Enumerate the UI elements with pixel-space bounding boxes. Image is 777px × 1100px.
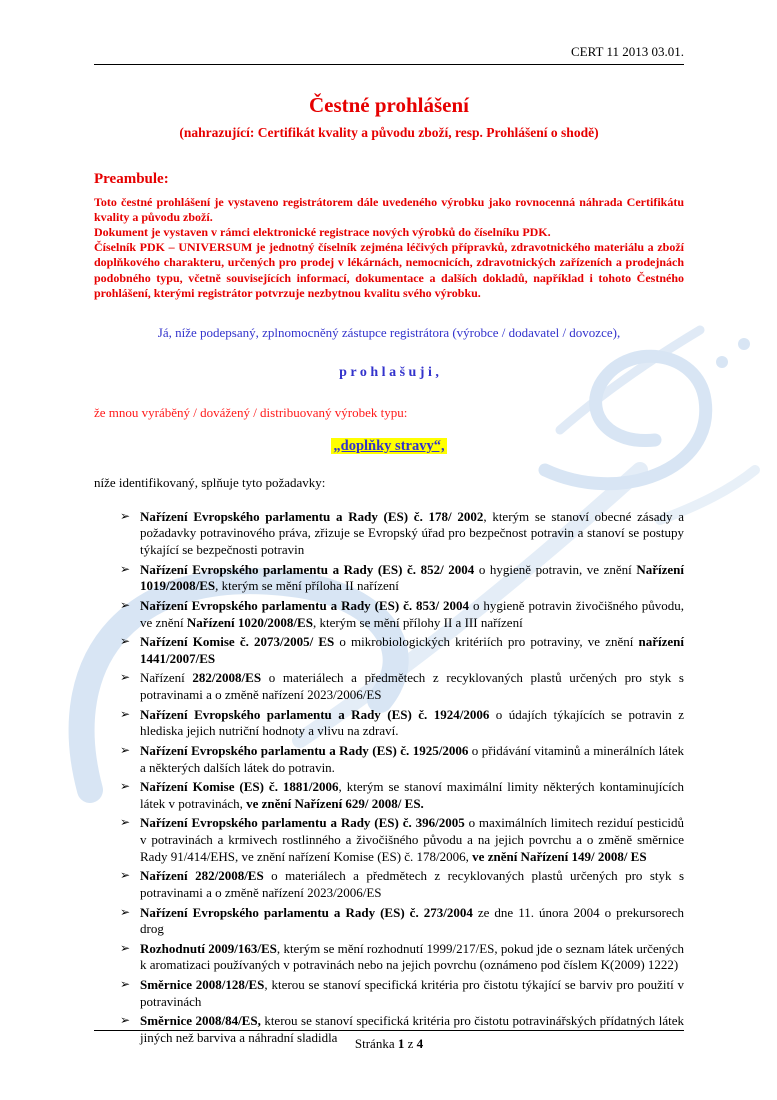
document-content	[94, 44, 684, 1047]
requirement-text: Nařízení Komise (ES) č. 1881/2006, kterým se stanoví maximální limity některých kontaminujících látek v potravinách, ve znění Nařízení 629/ 2008/ ES.	[140, 779, 684, 811]
arrow-bullet-icon: ➢	[120, 815, 131, 830]
requirement-item	[120, 815, 684, 865]
requirement-text: Rozhodnutí 2009/163/ES, kterým se mění rozhodnutí 1999/217/ES, pokud jde o seznam látek určených k aromatizaci používaných v potravinách nebo na jejich povrchu (oznámeno pod číslem K(2009) 1222)	[140, 940, 684, 973]
doc-code: CERT 11 2013 03.01.	[571, 44, 684, 59]
requirement-item	[120, 743, 684, 776]
header-rule	[94, 64, 684, 65]
arrow-bullet-icon: ➢	[120, 940, 131, 955]
requirement-text: Nařízení Evropského parlamentu a Rady (ES) č. 852/ 2004 o hygieně potravin, ve znění Nařízení 1019/2008/ES, kterým se mění příloha II nařízení	[140, 561, 684, 594]
arrow-bullet-icon: ➢	[120, 561, 131, 576]
arrow-bullet-icon: ➢	[120, 868, 131, 883]
requirements-list	[94, 509, 684, 1047]
requirement-text: Nařízení Komise č. 2073/2005/ ES o mikrobiologických kritériích pro potraviny, ve znění nařízení 1441/2007/ES	[140, 634, 684, 666]
arrow-bullet-icon: ➢	[120, 508, 131, 523]
requirement-item	[120, 977, 684, 1010]
preamble-paragraphs	[94, 195, 684, 301]
arrow-bullet-icon: ➢	[120, 742, 131, 757]
requirement-item	[120, 868, 684, 901]
requirement-item	[120, 509, 684, 559]
product-type-line: že mnou vyráběný / dovážený / distribuovaný výrobek typu:	[94, 404, 408, 420]
requirement-item	[120, 562, 684, 595]
arrow-bullet-icon: ➢	[120, 779, 131, 794]
document-footer	[94, 1030, 684, 1052]
arrow-bullet-icon: ➢	[120, 706, 131, 721]
declaration-verb: p r o h l a š u j i ,	[339, 364, 439, 380]
arrow-bullet-icon: ➢	[120, 634, 131, 649]
preamble-paragraph: Dokument je vystaven v rámci elektronické registrace nových výrobků do číselníku PDK.	[94, 225, 551, 240]
declaration-intro: Já, níže podepsaný, zplnomocněný zástupce registrátora (výrobce / dodavatel / dovozce),	[157, 324, 621, 340]
product-type-wrap	[94, 437, 684, 455]
product-type-highlight: „doplňky stravy“,	[333, 437, 445, 454]
preamble-paragraph: Toto čestné prohlášení je vystaveno registrátorem dále uvedeného výrobku jako rovnocenná náhrada Certifikátu kvality a původu zboží.	[94, 195, 684, 225]
requirement-item	[120, 670, 684, 703]
arrow-bullet-icon: ➢	[120, 670, 131, 685]
requirement-text: Nařízení 282/2008/ES o materiálech a předmětech z recyklovaných plastů určených pro styk s potravinami a o změně nařízení 2023/2006/ES	[140, 868, 685, 900]
requirement-item	[120, 779, 684, 812]
arrow-bullet-icon: ➢	[120, 1013, 131, 1028]
arrow-bullet-icon: ➢	[120, 904, 131, 919]
document-header	[94, 44, 684, 64]
requirements-intro: níže identifikovaný, splňuje tyto požadavky:	[94, 474, 326, 490]
requirement-text: Nařízení Evropského parlamentu a Rady (ES) č. 273/2004 ze dne 11. února 2004 o prekursorech drog	[140, 904, 684, 937]
document-subtitle: (nahrazující: Certifikát kvality a původu zboží, resp. Prohlášení o shodě)	[179, 125, 599, 140]
footer-rule	[94, 1030, 684, 1031]
arrow-bullet-icon: ➢	[120, 977, 131, 992]
requirement-text: Nařízení Evropského parlamentu a Rady (ES) č. 1925/2006 o přidávání vitaminů a minerálních látek a některých dalších látek do potravin.	[140, 742, 685, 775]
requirement-item	[120, 634, 684, 667]
preamble-heading: Preambule:	[94, 171, 169, 187]
requirement-text: Směrnice 2008/128/ES, kterou se stanoví specifická kritéria pro čistotu týkající se barviv pro použití v potravinách	[140, 977, 684, 1009]
footer-page-total: 4	[416, 1036, 424, 1051]
page-number	[94, 1036, 684, 1052]
requirement-item	[120, 598, 684, 631]
footer-label: Stránka	[354, 1036, 395, 1051]
footer-page-current: 1	[397, 1036, 405, 1051]
requirement-text: Nařízení Evropského parlamentu a Rady (ES) č. 853/ 2004 o hygieně potravin živočišného původu, ve znění Nařízení 1020/2008/ES, kterým se mění přílohy II a III nařízení	[140, 597, 684, 630]
requirement-text: Nařízení Evropského parlamentu a Rady (ES) č. 396/2005 o maximálních limitech reziduí pesticidů v potravinách a krmivech rostlinného a živočišného původu a na jejich povrchu a o změně směrnice Rady 91/414/EHS, ve znění nařízení Komise (ES) č. 178/2006, ve znění Nařízení 149/ 2008/ ES	[140, 815, 684, 864]
preamble-paragraph: Číselník PDK – UNIVERSUM je jednotný číselník zejména léčivých přípravků, zdravotnického materiálu a zboží doplňkového charakteru, určených pro prodej v lékárnách, nemocnicích, zdravotnických zařízeních a prodejnách podobného typu, včetně souvisejících informací, dokumentace a dalších dokladů, například i tohoto Čestného prohlášení, kterými registrátor potvrzuje nezbytnou kvalitu svého výrobku.	[94, 240, 684, 300]
footer-separator: z	[407, 1036, 414, 1051]
arrow-bullet-icon: ➢	[120, 597, 131, 612]
requirement-item	[120, 707, 684, 740]
requirement-text: Nařízení 282/2008/ES o materiálech a předmětech z recyklovaných plastů určených pro styk s potravinami a o změně nařízení 2023/2006/ES	[140, 670, 684, 703]
requirement-text: Směrnice 2008/84/ES, kterou se stanoví specifická kritéria pro čistotu potravinářských přídatných látek jiných než barviva a náhradní sladidla	[140, 1013, 685, 1045]
requirement-item	[120, 905, 684, 938]
document-title: Čestné prohlášení	[308, 93, 470, 117]
requirement-text: Nařízení Evropského parlamentu a Rady (ES) č. 178/ 2002, kterým se stanoví obecné zásady a požadavky potravinového práva, zřizuje se Evropský úřad pro bezpečnost potravin a stanoví se postupy týkající se bezpečnosti potravin	[140, 508, 685, 558]
requirement-text: Nařízení Evropského parlamentu a Rady (ES) č. 1924/2006 o údajích týkajících se potravin z hlediska jejich nutriční hodnoty a vlivu na zdraví.	[140, 706, 684, 739]
requirement-item	[120, 941, 684, 974]
